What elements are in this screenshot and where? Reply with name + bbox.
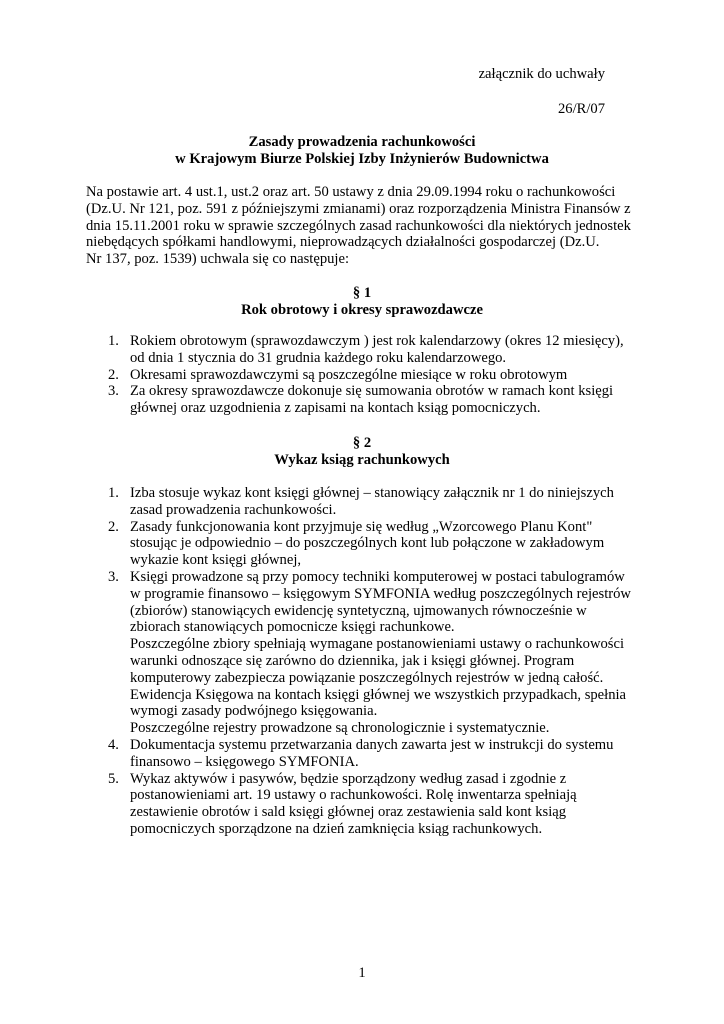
annex-label: załącznik do uchwały	[478, 66, 605, 82]
section-2-heading	[86, 435, 638, 469]
item-line: zestawienie obrotów i sald księgi głównej oraz zestawienia sald kont ksiąg	[130, 804, 567, 821]
item-line: w programie finansowo – księgowym SYMFONIA według poszczególnych rejestrów	[130, 585, 631, 602]
section-symbol: § 1	[352, 285, 372, 301]
page-number: 1	[358, 965, 366, 981]
item-line: Okresami sprawozdawczymi są poszczególne miesiące w roku obrotowym	[130, 366, 568, 383]
item-line: Księgi prowadzone są przy pomocy techniki komputerowej w postaci tabulogramów	[130, 568, 625, 585]
title-line-1: Zasady prowadzenia rachunkowości	[248, 134, 476, 150]
item-line: głównej oraz uzgodnienia z zapisami na kontach ksiąg pomocniczych.	[130, 400, 541, 417]
intro-line: dnia 15.11.2001 roku w sprawie szczególnych zasad rachunkowości dla niektórych jednostek	[86, 217, 631, 234]
item-number: 1.	[108, 333, 119, 349]
item-line: stosując je odpowiednio – do poszczególnych kont lub połączone w zakładowym	[130, 535, 605, 552]
list-item	[86, 771, 631, 838]
list-item	[86, 569, 631, 737]
intro-line: (Dz.U. Nr 121, poz. 591 z późniejszymi zmianami) oraz rozporządzenia Ministra Finansów z	[86, 200, 631, 217]
item-line: Wykaz aktywów i pasywów, będzie sporządzony według zasad i zgodnie z	[130, 770, 567, 787]
item-line: Poszczególne rejestry prowadzone są chronologicznie i systematycznie.	[130, 720, 550, 737]
list-item	[86, 737, 631, 771]
section-1-list	[86, 333, 631, 417]
item-number: 2.	[108, 518, 119, 535]
list-item	[86, 519, 631, 569]
section-title: Wykaz ksiąg rachunkowych	[274, 451, 450, 468]
resolution-number: 26/R/07	[557, 100, 605, 117]
item-number: 3.	[108, 383, 119, 400]
document-title	[86, 134, 638, 168]
item-line: od dnia 1 stycznia do 31 grudnia każdego roku kalendarzowego.	[130, 349, 507, 366]
item-line: Za okresy sprawozdawcze dokonuje się sumowania obrotów w ramach kont księgi	[130, 383, 614, 400]
item-line: komputerowy zabezpiecza powiązanie poszczególnych rejestrów w jedną całość.	[130, 669, 604, 686]
item-line: postanowieniami art. 19 ustawy o rachunkowości. Rolę inwentarza spełniają	[130, 787, 577, 804]
intro-line: Na postawie art. 4 ust.1, ust.2 oraz art. 50 ustawy z dnia 29.09.1994 roku o rachunkowości	[86, 184, 616, 200]
section-1-heading	[86, 285, 638, 319]
item-line: Izba stosuje wykaz kont księgi głównej – stanowiący załącznik nr 1 do niniejszych	[130, 485, 614, 501]
item-line: (zbiorów) stanowiących ewidencję syntetyczną, ujmowanych równocześnie w	[130, 602, 587, 619]
list-item	[86, 383, 631, 417]
section-title: Rok obrotowy i okresy sprawozdawcze	[241, 301, 483, 318]
title-line-2: w Krajowym Biurze Polskiej Izby Inżynierów Budownictwa	[175, 150, 549, 167]
item-line: wykazie kont księgi głównej,	[130, 552, 302, 569]
item-line: pomocniczych sporządzone na dzień zamknięcia ksiąg rachunkowych.	[130, 820, 543, 837]
item-number: 1.	[108, 485, 119, 501]
section-2-list	[86, 485, 631, 838]
intro-line: Nr 137, poz. 1539) uchwala się co następuje:	[86, 251, 350, 268]
item-number: 5.	[108, 770, 119, 787]
item-line: zbiorach stanowiących pomocnicze księgi rachunkowe.	[130, 619, 455, 636]
list-item	[86, 333, 631, 367]
list-item	[86, 485, 631, 519]
item-number: 3.	[108, 568, 119, 585]
item-line: Ewidencja Księgowa na kontach księgi głównej we wszystkich przypadkach, spełnia	[130, 686, 627, 703]
item-line: zasad prowadzenia rachunkowości.	[130, 501, 337, 518]
intro-line: niebędących spółkami handlowymi, nieprowadzących działalności gospodarczej (Dz.U.	[86, 234, 600, 251]
item-line: Rokiem obrotowym (sprawozdawczym ) jest rok kalendarzowy (okres 12 miesięcy),	[130, 333, 624, 349]
item-line: finansowo – księgowego SYMFONIA.	[130, 753, 359, 770]
item-line: warunki odnoszące się zarówno do dziennika, jak i księgi głównej. Program	[130, 652, 575, 669]
item-line: Zasady funkcjonowania kont przyjmuje się według „Wzorcowego Planu Kont"	[130, 518, 593, 535]
item-number: 4.	[108, 736, 119, 753]
item-line: Poszczególne zbiory spełniają wymagane postanowieniami ustawy o rachunkowości	[130, 636, 625, 653]
item-line: Dokumentacja systemu przetwarzania danych zawarta jest w instrukcji do systemu	[130, 736, 614, 753]
item-number: 2.	[108, 366, 119, 383]
annex-reference	[479, 66, 605, 118]
intro-paragraph	[86, 184, 638, 268]
item-line: wymogi zasady podwójnego księgowania.	[130, 703, 378, 720]
section-symbol: § 2	[352, 435, 372, 451]
list-item	[86, 367, 631, 384]
